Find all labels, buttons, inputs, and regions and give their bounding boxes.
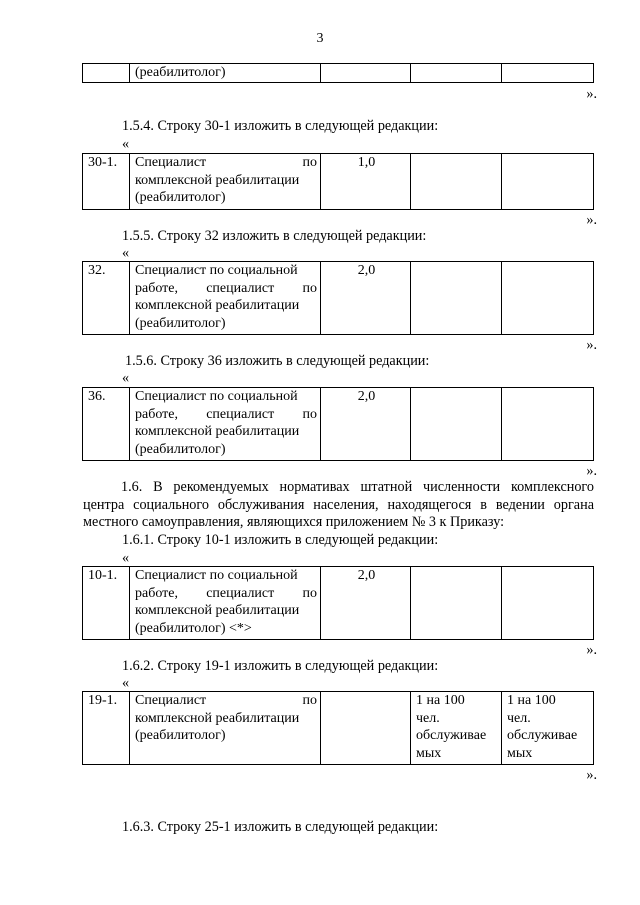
name-line: комплексной реабилитации [135,172,300,188]
close-quote: ». [586,767,597,783]
cell-value-1 [321,692,411,765]
table-row [83,388,594,461]
name-line: комплексной реабилитации [135,424,300,440]
section-heading: 1.5.6. Строку 36 изложить в следующей редакции: [125,353,430,369]
table-row-19-1 [82,691,594,765]
name-line: (реабилитолог) [135,315,226,331]
cell-num: 19-1. [83,692,130,765]
cell-num: 30-1. [83,154,130,210]
cell-name [130,567,321,640]
name-word: специалист [206,406,275,422]
close-quote: ». [586,212,597,228]
name-line: Специалист по социальной [135,389,298,404]
name-word: специалист [206,280,275,296]
cell-value-3 [502,692,594,765]
open-quote: « [122,136,130,152]
table-row-36 [82,387,594,461]
cell-value-3 [502,262,594,335]
cell-value-2 [411,64,502,83]
name-word: по [302,406,317,422]
cell-num: 10-1. [83,567,130,640]
name-word: по [302,280,317,296]
name-word: работе, [135,280,178,296]
table-row [83,262,594,335]
table-row [83,692,594,765]
table-continuation [82,63,594,83]
cell-value-1: 2,0 [321,262,411,335]
cell-num [83,64,130,83]
name-word: по [302,693,317,708]
name-line: (реабилитолог) [135,190,226,206]
cell-value-1 [321,64,411,83]
open-quote: « [122,370,130,386]
close-quote: ». [586,463,597,479]
cell-value-1: 2,0 [321,388,411,461]
cell-value-3 [502,567,594,640]
name-line: Специалист по социальной [135,263,298,278]
page-number: 3 [316,31,324,46]
cell-value-3 [502,388,594,461]
name-word: работе, [135,585,178,601]
value-line: мых [416,745,442,761]
cell-name [130,692,321,765]
close-quote: ». [586,337,597,353]
name-line: комплексной реабилитации [135,603,300,619]
cell-value-2 [411,154,502,210]
cell-num: 32. [83,262,130,335]
cell-value-2 [411,262,502,335]
table-row [83,567,594,640]
cell-name [130,388,321,461]
value-line: обслуживае [416,728,487,744]
close-quote: ». [586,86,597,102]
table-row [83,154,594,210]
cell-value-2 [411,567,502,640]
cell-name [130,154,321,210]
value-line: 1 на 100 [416,693,465,708]
name-line: комплексной реабилитации [135,298,300,314]
name-word: по [302,155,317,170]
section-heading: 1.6.2. Строку 19-1 изложить в следующей редакции: [122,658,439,674]
open-quote: « [122,245,130,261]
name-line: (реабилитолог) <*> [135,620,252,636]
section-heading: 1.5.4. Строку 30-1 изложить в следующей редакции: [122,118,439,134]
name-word: по [302,585,317,601]
value-line: обслуживае [507,728,578,744]
name-word: работе, [135,406,178,422]
cell-value-3 [502,154,594,210]
name-line: (реабилитолог) [135,728,226,744]
cell-name: (реабилитолог) [130,64,321,83]
name-word: Специалист [135,693,207,708]
cell-name [130,262,321,335]
cell-num: 36. [83,388,130,461]
cell-value-2 [411,692,502,765]
section-heading: 1.6.1. Строку 10-1 изложить в следующей редакции: [122,532,439,548]
cell-value-2 [411,388,502,461]
section-heading: 1.5.5. Строку 32 изложить в следующей редакции: [122,228,427,244]
open-quote: « [122,550,130,566]
cell-value-3 [502,64,594,83]
table-row-30-1 [82,153,594,210]
name-line: Специалист по социальной [135,568,298,583]
table-row-32 [82,261,594,335]
section-paragraph: 1.6. В рекомендуемых нормативах штатной численности комплексного центра социального обслуживания населения, находящегося в ведении органа местного самоуправления, являющихся приложением № 3 к Приказу: [83,479,594,531]
name-line: комплексной реабилитации [135,710,300,726]
close-quote: ». [586,642,597,658]
name-word: Специалист [135,155,207,170]
name-line: (реабилитолог) [135,441,226,457]
value-line: чел. [507,710,531,726]
open-quote: « [122,675,130,691]
table-row [83,64,594,83]
cell-value-1: 1,0 [321,154,411,210]
section-heading: 1.6.3. Строку 25-1 изложить в следующей редакции: [122,819,439,835]
name-word: специалист [206,585,275,601]
value-line: 1 на 100 [507,693,556,708]
table-row-10-1 [82,566,594,640]
value-line: мых [507,745,533,761]
cell-value-1: 2,0 [321,567,411,640]
value-line: чел. [416,710,440,726]
